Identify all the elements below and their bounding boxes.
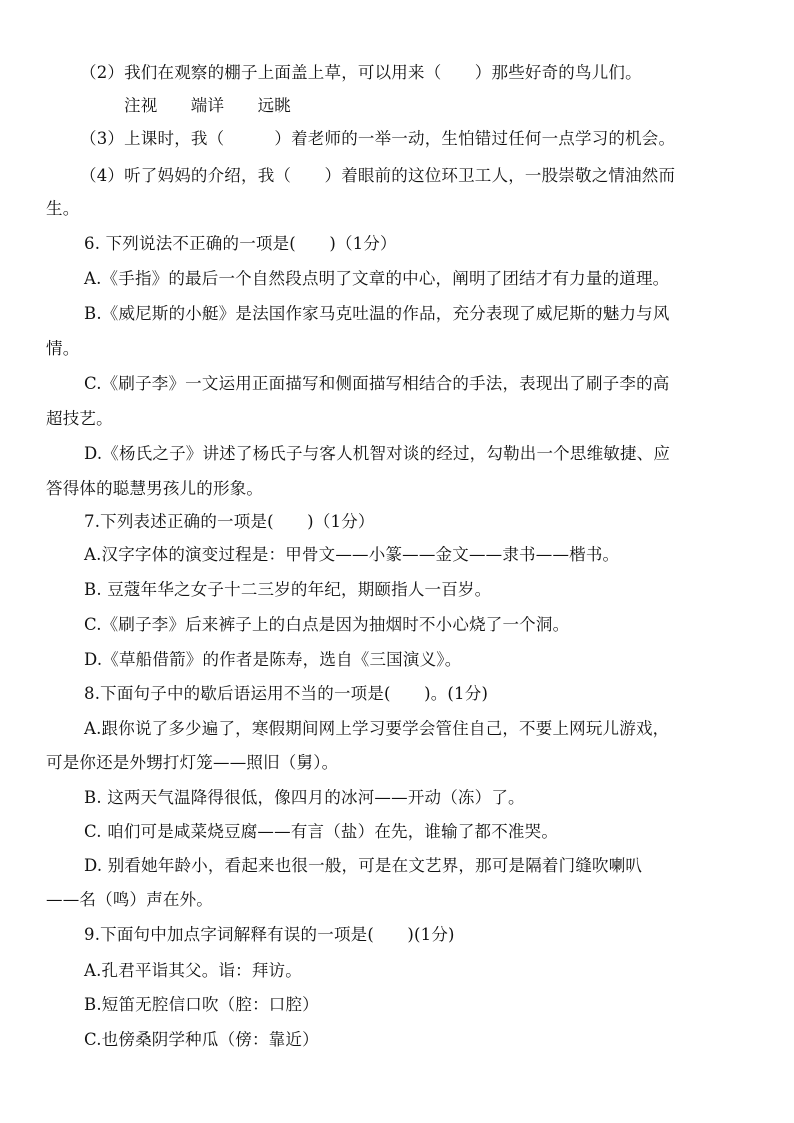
- q8-option-d-line1: D. 别看她年龄小，看起来也很一般，可是在文艺界，那可是隔着门缝吹喇叭: [84, 856, 643, 875]
- q7-stem: 7.下列表述正确的一项是( )（1分）: [84, 512, 375, 531]
- q5-options: 注视 端详 远眺: [124, 96, 291, 115]
- q6-option-d-line1: D.《杨氏之子》讲述了杨氏子与客人机智对谈的经过，勾勒出一个思维敏捷、应: [84, 444, 671, 463]
- q8-stem: 8.下面句子中的歇后语运用不当的一项是( )。(1分): [84, 684, 489, 703]
- q8-option-b: B. 这两天气温降得很低，像四月的冰河——开动（冻）了。: [84, 788, 525, 807]
- q7-option-d: D.《草船借箭》的作者是陈寿，选自《三国演义》。: [84, 650, 462, 669]
- q8-option-c: C. 咱们可是咸菜烧豆腐——有言（盐）在先，谁输了都不准哭。: [84, 822, 559, 841]
- q9-option-a: A.孔君平诣其父。诣：拜访。: [84, 961, 302, 980]
- q9-option-c: C.也傍桑阴学种瓜（傍：靠近）: [84, 1030, 319, 1049]
- q5-item4-line2: 生。: [46, 199, 80, 218]
- q6-option-b-line2: 情。: [46, 339, 80, 358]
- q7-option-b: B. 豆蔻年华之女子十二三岁的年纪，期颐指人一百岁。: [84, 580, 492, 599]
- q6-option-a: A.《手指》的最后一个自然段点明了文章的中心，阐明了团结才有力量的道理。: [84, 269, 670, 288]
- q6-option-b-line1: B.《威尼斯的小艇》是法国作家马克吐温的作品，充分表现了威尼斯的魅力与风: [84, 304, 670, 323]
- q9-stem: 9.下面句中加点字词解释有误的一项是( )(1分): [84, 925, 455, 944]
- q6-stem: 6. 下列说法不正确的一项是( )（1分）: [84, 234, 397, 253]
- q6-option-c-line1: C.《刷子李》一文运用正面描写和侧面描写相结合的手法，表现出了刷子李的高: [84, 374, 670, 393]
- q6-option-d-line2: 答得体的聪慧男孩儿的形象。: [46, 479, 264, 498]
- q8-option-d-line2: ——名（鸣）声在外。: [46, 890, 213, 909]
- q6-option-c-line2: 超技艺。: [46, 409, 113, 428]
- q5-item3: （3）上课时，我（ ）着老师的一举一动，生怕错过任何一点学习的机会。: [80, 129, 676, 148]
- q8-option-a-line1: A.跟你说了多少遍了，寒假期间网上学习要学会管住自己，不要上网玩儿游戏，: [84, 719, 670, 738]
- q9-option-b: B.短笛无腔信口吹（腔：口腔）: [84, 995, 319, 1014]
- q5-item4-line1: （4）听了妈妈的介绍，我（ ）着眼前的这位环卫工人，一股崇敬之情油然而: [80, 166, 676, 185]
- q7-option-a: A.汉字字体的演变过程是：甲骨文——小篆——金文——隶书——楷书。: [84, 545, 620, 564]
- q5-item2: （2）我们在观察的棚子上面盖上草，可以用来（ ）那些好奇的鸟儿们。: [80, 63, 642, 82]
- q7-option-c: C.《刷子李》后来裤子上的白点是因为抽烟时不小心烧了一个洞。: [84, 615, 570, 634]
- q8-option-a-line2: 可是你还是外甥打灯笼——照旧（舅）。: [46, 753, 339, 772]
